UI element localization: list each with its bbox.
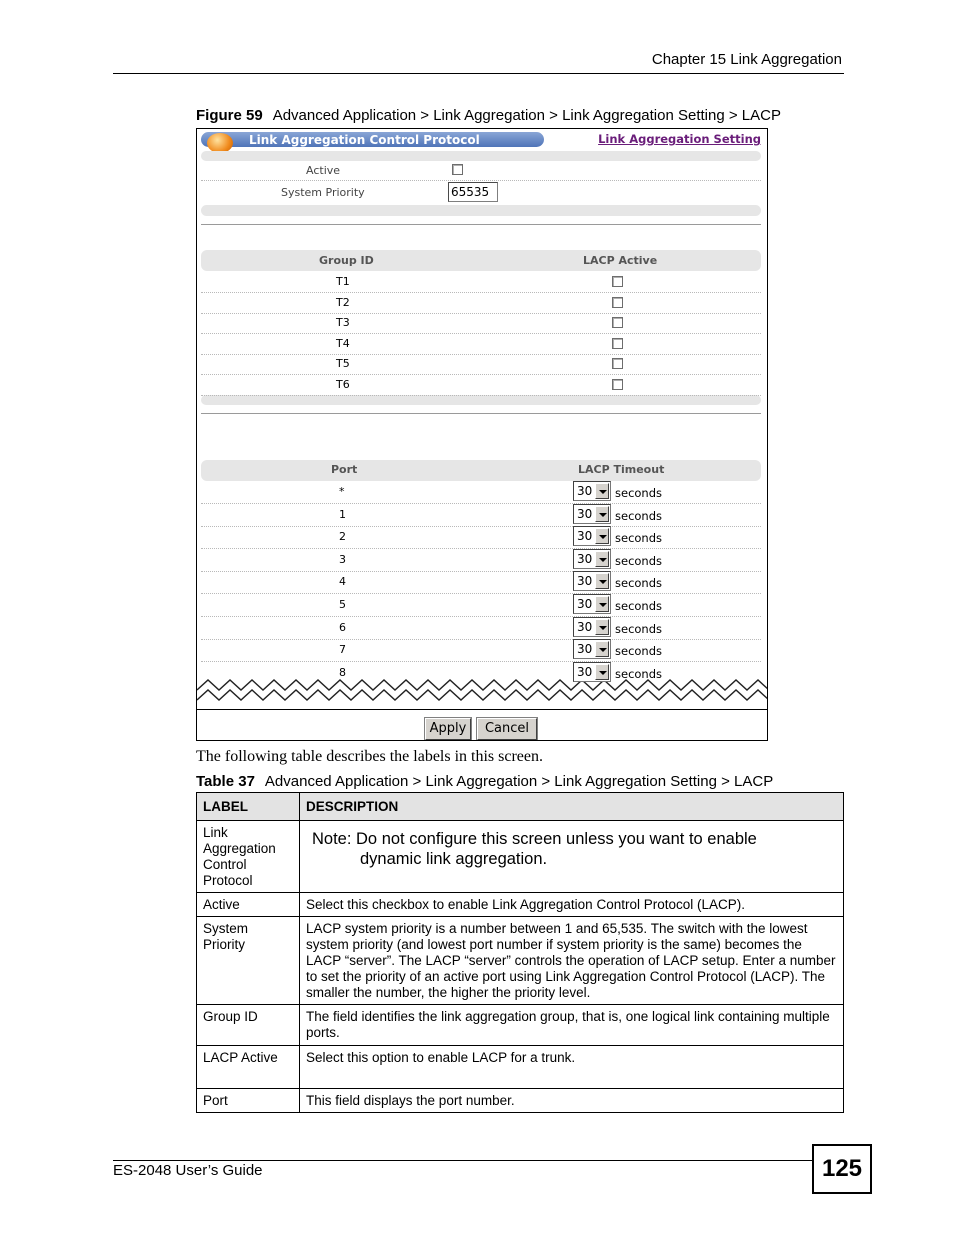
row-divider <box>201 333 761 334</box>
row-description: This field displays the port number. <box>300 1089 844 1113</box>
chevron-down-icon[interactable] <box>595 483 609 499</box>
row-divider <box>201 313 761 314</box>
port-cell: 6 <box>339 620 346 634</box>
row-label: Link Aggregation Control Protocol <box>197 821 300 893</box>
lacp-timeout-header: LACP Timeout <box>578 463 665 476</box>
seconds-label: seconds <box>615 644 663 659</box>
seconds-label: seconds <box>615 508 663 523</box>
port-cell: 1 <box>339 507 346 521</box>
seconds-label: seconds <box>615 599 663 613</box>
port-cell: 3 <box>339 552 346 566</box>
button-separator <box>197 709 768 710</box>
seconds-label: seconds <box>615 553 663 568</box>
screen-title: Link Aggregation Control Protocol <box>249 133 480 147</box>
group-id-cell: T1 <box>336 275 350 288</box>
table-header-row <box>197 793 844 821</box>
seconds-label: seconds <box>615 666 663 681</box>
chevron-down-icon[interactable] <box>595 573 609 589</box>
lacp-active-checkbox[interactable] <box>612 276 623 287</box>
lacp-timeout-select[interactable] <box>573 617 611 637</box>
group-id-cell: T6 <box>336 378 350 391</box>
seconds-label: seconds <box>615 576 663 591</box>
footer-guide-title: ES-2048 User’s Guide <box>113 1162 263 1179</box>
row-divider <box>201 354 761 355</box>
row-divider <box>201 395 761 396</box>
row-divider <box>201 292 761 293</box>
table-row <box>197 893 844 917</box>
timeout-value: 30 <box>577 642 593 657</box>
chevron-down-icon[interactable] <box>595 506 609 522</box>
lacp-timeout-select[interactable] <box>573 639 611 659</box>
screen-title-bar <box>201 132 544 147</box>
group-id-header: Group ID <box>319 254 374 267</box>
table-row <box>197 1089 844 1113</box>
row-description: LACP system priority is a number between 1 and 65,535. The switch with the lowest system priority (and lowest port number if system priority is the same) becomes the LACP “server”. The LACP “server” controls the operation of LACP setup. Enter a number to set the priority of an active port using Link Aggregation Control Protocol (LACP). The smaller the number, the higher the priority level. <box>300 917 844 1005</box>
table-row <box>197 1046 844 1089</box>
port-cell: 5 <box>339 598 346 611</box>
table-row <box>197 821 844 893</box>
row-description: Select this option to enable LACP for a trunk. <box>300 1046 844 1089</box>
port-cell: 2 <box>339 530 346 544</box>
row-divider <box>201 503 761 504</box>
chevron-down-icon[interactable] <box>595 596 609 612</box>
page-number: 125 <box>812 1144 872 1194</box>
lacp-timeout-select[interactable] <box>573 571 611 591</box>
row-divider <box>201 593 761 594</box>
timeout-value: 30 <box>577 574 593 589</box>
row-note <box>300 821 844 893</box>
lacp-timeout-select[interactable] <box>573 481 611 501</box>
timeout-value: 30 <box>577 484 593 498</box>
row-divider <box>201 661 761 662</box>
port-cell: 7 <box>339 643 346 657</box>
intro-text: The following table describes the labels in this screen. <box>196 748 544 765</box>
row-label: System Priority <box>197 917 300 1005</box>
lacp-active-checkbox[interactable] <box>612 297 623 308</box>
lacp-active-checkbox[interactable] <box>612 379 623 390</box>
row-divider <box>201 571 761 572</box>
row-label: Port <box>197 1089 300 1113</box>
timeout-value: 30 <box>577 664 593 679</box>
group-id-cell: T5 <box>336 357 350 371</box>
timeout-value: 30 <box>577 597 593 611</box>
title-bullet-icon <box>207 133 233 153</box>
active-checkbox[interactable] <box>452 164 463 175</box>
row-divider <box>201 374 761 375</box>
table-caption <box>196 773 773 790</box>
chevron-down-icon[interactable] <box>595 619 609 635</box>
lacp-timeout-select[interactable] <box>573 526 611 546</box>
timeout-value: 30 <box>577 551 593 566</box>
timeout-value: 30 <box>577 529 593 544</box>
chevron-down-icon[interactable] <box>595 551 609 567</box>
group-table-footer <box>201 395 761 405</box>
lacp-active-checkbox[interactable] <box>612 317 623 328</box>
page-break-zigzag <box>197 675 768 707</box>
row-divider <box>201 616 761 617</box>
header-rule <box>113 73 844 74</box>
timeout-value: 30 <box>577 619 593 634</box>
timeout-value: 30 <box>577 506 593 521</box>
row-label: Group ID <box>197 1005 300 1046</box>
description-column-header: DESCRIPTION <box>300 793 844 821</box>
note-box <box>306 825 837 869</box>
group-id-cell: T3 <box>336 316 350 330</box>
row-label: Active <box>197 893 300 917</box>
port-cell: 8 <box>339 665 346 679</box>
group-id-cell: T4 <box>336 336 350 350</box>
seconds-label: seconds <box>615 486 663 500</box>
row-divider <box>201 639 761 640</box>
port-header: Port <box>331 463 358 476</box>
figure-caption <box>196 107 781 124</box>
figure-caption-text: Advanced Application > Link Aggregation > Link Aggregation Setting > LACP <box>272 107 781 124</box>
row-divider <box>201 526 761 527</box>
lacp-active-checkbox[interactable] <box>612 338 623 349</box>
group-id-cell: T2 <box>336 295 350 309</box>
cancel-button[interactable]: Cancel <box>477 718 537 740</box>
row-label: LACP Active <box>197 1046 300 1089</box>
apply-button[interactable]: Apply <box>425 718 471 740</box>
label-column-header: LABEL <box>197 793 300 821</box>
lacp-timeout-select[interactable] <box>573 549 611 569</box>
table-caption-text: Advanced Application > Link Aggregation > Link Aggregation Setting > LACP <box>264 773 774 790</box>
note-second-line: dynamic link aggregation. <box>360 850 548 868</box>
chapter-header: Chapter 15 Link Aggregation <box>651 51 842 68</box>
link-aggregation-setting-link[interactable]: Link Aggregation Setting <box>598 132 761 146</box>
row-divider <box>201 180 761 181</box>
lacp-active-header: LACP Active <box>583 254 658 267</box>
active-label: Active <box>306 164 341 177</box>
table-row <box>197 917 844 1005</box>
label-description-table <box>196 792 844 1113</box>
lacp-timeout-select[interactable] <box>573 662 611 682</box>
footer-rule <box>113 1160 812 1161</box>
chevron-down-icon[interactable] <box>595 528 609 544</box>
port-table-header <box>201 460 761 481</box>
section-separator <box>201 224 761 225</box>
chevron-down-icon[interactable] <box>595 664 609 680</box>
section-top-band <box>201 151 761 161</box>
table-row <box>197 1005 844 1046</box>
lacp-screenshot <box>196 128 768 741</box>
port-cell: * <box>339 485 345 498</box>
note-first-line: Note: Do not configure this screen unless you want to enable <box>312 830 757 848</box>
chevron-down-icon[interactable] <box>595 641 609 657</box>
seconds-label: seconds <box>615 621 663 636</box>
system-priority-input[interactable]: 65535 <box>448 182 498 202</box>
lacp-timeout-select[interactable] <box>573 504 611 524</box>
row-divider <box>201 548 761 549</box>
system-priority-label: System Priority <box>281 186 365 199</box>
row-description: Select this checkbox to enable Link Aggregation Control Protocol (LACP). <box>300 893 844 917</box>
table-caption-label: Table 37 <box>196 773 255 790</box>
section-bottom-band <box>201 205 761 216</box>
seconds-label: seconds <box>615 531 663 546</box>
port-cell: 4 <box>339 575 346 589</box>
group-table-header <box>201 250 761 271</box>
row-description: The field identifies the link aggregation group, that is, one logical link containing multiple ports. <box>300 1005 844 1046</box>
lacp-active-checkbox[interactable] <box>612 358 623 369</box>
section-separator <box>201 413 761 414</box>
lacp-timeout-select[interactable] <box>573 594 611 614</box>
figure-caption-label: Figure 59 <box>196 107 263 124</box>
